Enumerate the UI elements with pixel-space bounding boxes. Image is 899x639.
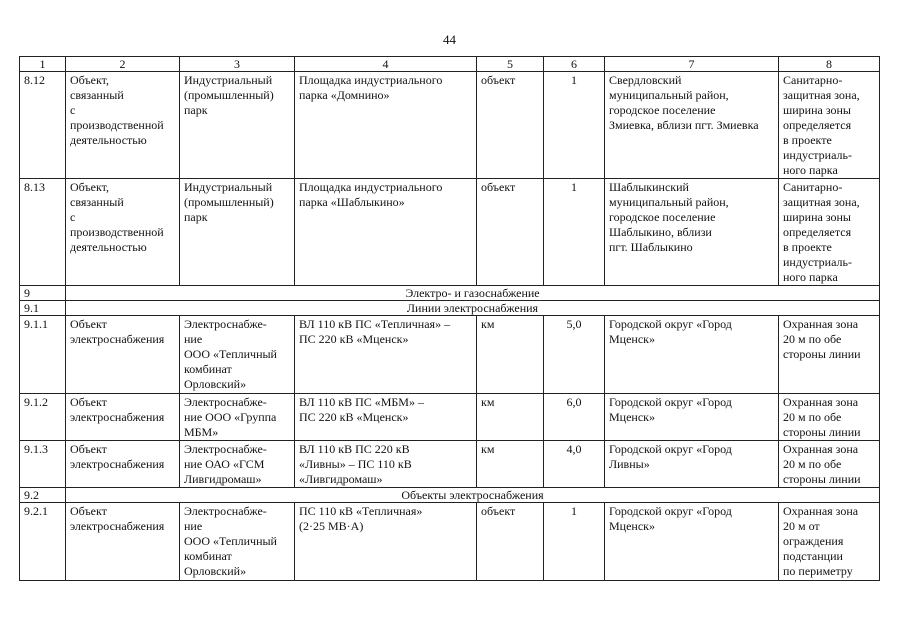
object-description: Площадка индустриального парка «Домнино» [295,72,477,179]
unit: объект [477,72,544,179]
object-purpose: Индустриальный (промышленный) парк [180,179,295,286]
location: Городской округ «Город Мценск» [605,316,779,394]
location: Городской округ «Город Мценск» [605,394,779,441]
quantity: 4,0 [544,441,605,488]
object-purpose: Электроснабже- ние ООО «Группа МБМ» [180,394,295,441]
quantity: 1 [544,72,605,179]
zone-description: Охранная зона 20 м по обе стороны линии [779,394,880,441]
unit: км [477,394,544,441]
object-name: Объект электроснабжения [66,316,180,394]
object-description: ПС 110 кВ «Тепличная» (2·25 МВ·А) [295,503,477,581]
section-row [20,488,880,503]
column-number: 7 [605,57,779,72]
table-row [20,441,880,488]
object-purpose: Индустриальный (промышленный) парк [180,72,295,179]
section-row [20,286,880,301]
item-number: 8.13 [20,179,66,286]
section-title: Объекты электроснабжения [66,488,880,503]
location: Городской округ «Город Мценск» [605,503,779,581]
quantity: 1 [544,179,605,286]
zone-description: Санитарно- защитная зона, ширина зоны определяется в проекте индустриаль- ного парка [779,179,880,286]
page-number: 44 [443,32,456,47]
object-purpose: Электроснабже- ние ООО «Тепличный комбинат Орловский» [180,503,295,581]
column-number: 6 [544,57,605,72]
location: Городской округ «Город Ливны» [605,441,779,488]
unit: объект [477,503,544,581]
column-number: 4 [295,57,477,72]
column-number-row [20,57,880,72]
column-number: 2 [66,57,180,72]
object-description: ВЛ 110 кВ ПС «Тепличная» – ПС 220 кВ «Мценск» [295,316,477,394]
object-description: ВЛ 110 кВ ПС 220 кВ «Ливны» – ПС 110 кВ «Ливгидромаш» [295,441,477,488]
section-number: 9.2 [20,488,66,503]
location: Свердловский муниципальный район, городское поселение Змиевка, вблизи пгт. Змиевка [605,72,779,179]
quantity: 6,0 [544,394,605,441]
item-number: 8.12 [20,72,66,179]
table-row [20,179,880,286]
section-title: Электро- и газоснабжение [66,286,880,301]
column-number: 8 [779,57,880,72]
location: Шаблыкинский муниципальный район, городское поселение Шаблыкино, вблизи пгт. Шаблыкино [605,179,779,286]
unit: км [477,441,544,488]
column-number: 3 [180,57,295,72]
object-name: Объект электроснабжения [66,441,180,488]
object-name: Объект электроснабжения [66,394,180,441]
table-row [20,316,880,394]
table-row [20,72,880,179]
object-purpose: Электроснабже- ние ООО «Тепличный комбинат Орловский» [180,316,295,394]
item-number: 9.2.1 [20,503,66,581]
section-title: Линии электроснабжения [66,301,880,316]
zone-description: Санитарно- защитная зона, ширина зоны определяется в проекте индустриаль- ного парка [779,72,880,179]
quantity: 5,0 [544,316,605,394]
territorial-planning-table [19,56,880,581]
object-name: Объект, связанный с производственной деятельностью [66,179,180,286]
quantity: 1 [544,503,605,581]
section-row [20,301,880,316]
unit: объект [477,179,544,286]
object-name: Объект электроснабжения [66,503,180,581]
column-number: 1 [20,57,66,72]
item-number: 9.1.2 [20,394,66,441]
zone-description: Охранная зона 20 м по обе стороны линии [779,316,880,394]
object-name: Объект, связанный с производственной деятельностью [66,72,180,179]
column-number: 5 [477,57,544,72]
unit: км [477,316,544,394]
object-description: ВЛ 110 кВ ПС «МБМ» – ПС 220 кВ «Мценск» [295,394,477,441]
zone-description: Охранная зона 20 м по обе стороны линии [779,441,880,488]
table-row [20,503,880,581]
object-purpose: Электроснабже- ние ОАО «ГСМ Ливгидромаш» [180,441,295,488]
table-row [20,394,880,441]
zone-description: Охранная зона 20 м от ограждения подстанции по периметру [779,503,880,581]
object-description: Площадка индустриального парка «Шаблыкино» [295,179,477,286]
section-number: 9 [20,286,66,301]
item-number: 9.1.1 [20,316,66,394]
section-number: 9.1 [20,301,66,316]
item-number: 9.1.3 [20,441,66,488]
